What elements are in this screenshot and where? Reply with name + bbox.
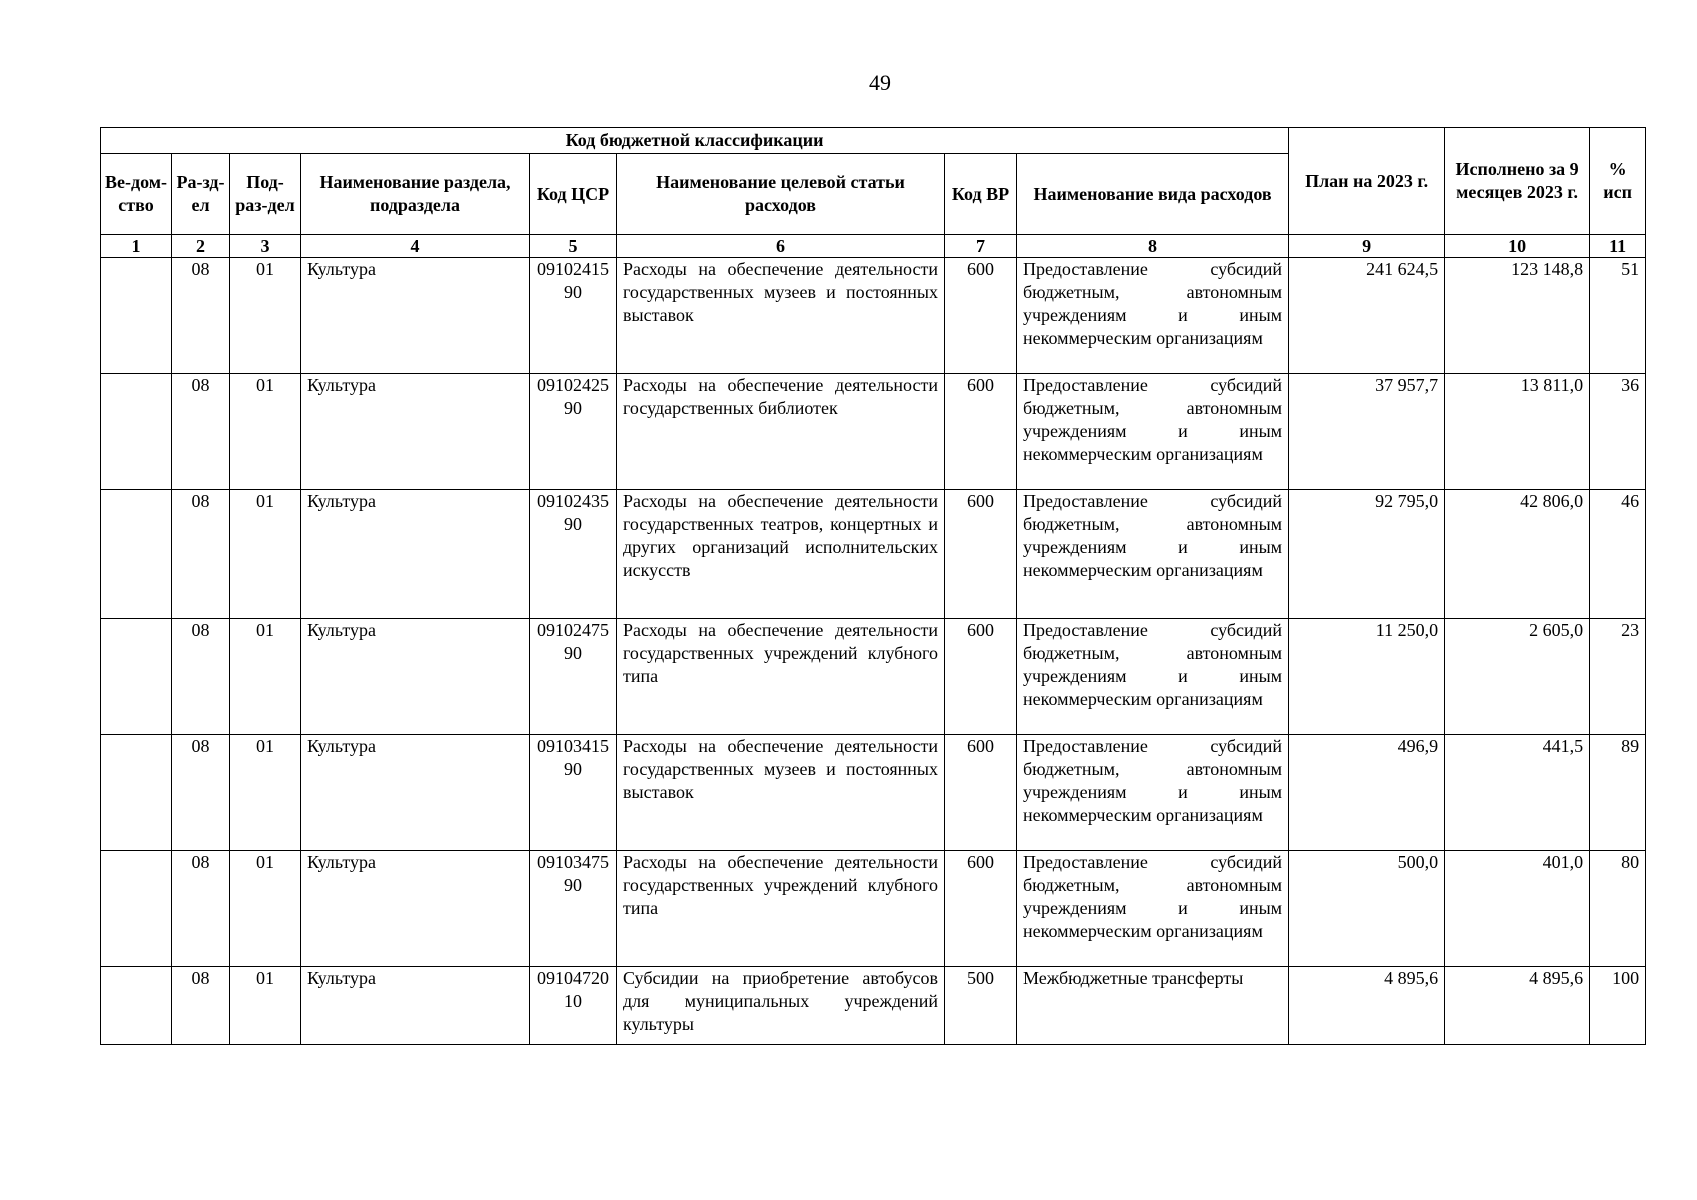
- cell-percent: 100: [1590, 967, 1646, 1045]
- cell-target-name: Расходы на обеспечение деятельности государственных музеев и постоянных выставок: [617, 258, 945, 374]
- cell-vr: 600: [945, 619, 1017, 735]
- header-budget-classification: Код бюджетной классификации: [101, 128, 1289, 154]
- header-vr: Код ВР: [945, 154, 1017, 235]
- cell-razdel: 08: [172, 374, 230, 490]
- table-row: [101, 374, 1646, 490]
- cell-vr-name: Предоставление субсидий бюджетным, автономным учреждениям и иным некоммерческим организациям: [1017, 374, 1289, 490]
- cell-target-name: Субсидии на приобретение автобусов для муниципальных учреждений культуры: [617, 967, 945, 1045]
- cell-vedomstvo: [101, 490, 172, 619]
- table-row: [101, 967, 1646, 1045]
- cell-razdel: 08: [172, 490, 230, 619]
- cell-percent: 46: [1590, 490, 1646, 619]
- cell-podrazdel: 01: [230, 967, 301, 1045]
- cell-razdel-name: Культура: [301, 851, 530, 967]
- cell-csr: 0910472010: [530, 967, 617, 1045]
- cell-razdel-name: Культура: [301, 619, 530, 735]
- header-razdel: Ра-зд-ел: [172, 154, 230, 235]
- cell-csr: 0910247590: [530, 619, 617, 735]
- cell-executed: 4 895,6: [1445, 967, 1590, 1045]
- cell-target-name: Расходы на обеспечение деятельности государственных учреждений клубного типа: [617, 851, 945, 967]
- header-row-group: [101, 128, 1646, 154]
- cell-percent: 89: [1590, 735, 1646, 851]
- cell-plan: 92 795,0: [1289, 490, 1445, 619]
- cell-target-name: Расходы на обеспечение деятельности государственных библиотек: [617, 374, 945, 490]
- cell-executed: 401,0: [1445, 851, 1590, 967]
- cell-razdel: 08: [172, 735, 230, 851]
- cell-csr: 0910241590: [530, 258, 617, 374]
- cell-razdel: 08: [172, 258, 230, 374]
- column-number: 10: [1445, 235, 1590, 258]
- header-target-name: Наименование целевой статьи расходов: [617, 154, 945, 235]
- cell-vedomstvo: [101, 258, 172, 374]
- cell-vedomstvo: [101, 851, 172, 967]
- column-number: 1: [101, 235, 172, 258]
- cell-vedomstvo: [101, 619, 172, 735]
- cell-razdel: 08: [172, 619, 230, 735]
- cell-executed: 42 806,0: [1445, 490, 1590, 619]
- cell-target-name: Расходы на обеспечение деятельности государственных музеев и постоянных выставок: [617, 735, 945, 851]
- column-number: 2: [172, 235, 230, 258]
- cell-csr: 0910341590: [530, 735, 617, 851]
- cell-percent: 51: [1590, 258, 1646, 374]
- header-csr: Код ЦСР: [530, 154, 617, 235]
- column-number: 7: [945, 235, 1017, 258]
- cell-razdel-name: Культура: [301, 374, 530, 490]
- cell-executed: 123 148,8: [1445, 258, 1590, 374]
- header-plan: План на 2023 г.: [1289, 128, 1445, 235]
- cell-plan: 496,9: [1289, 735, 1445, 851]
- cell-podrazdel: 01: [230, 735, 301, 851]
- cell-executed: 2 605,0: [1445, 619, 1590, 735]
- header-podrazdel: Под-раз-дел: [230, 154, 301, 235]
- cell-vr: 600: [945, 374, 1017, 490]
- table-row: [101, 258, 1646, 374]
- cell-razdel-name: Культура: [301, 490, 530, 619]
- cell-target-name: Расходы на обеспечение деятельности государственных учреждений клубного типа: [617, 619, 945, 735]
- header-razdel-name: Наименование раздела, подраздела: [301, 154, 530, 235]
- cell-vr-name: Предоставление субсидий бюджетным, автономным учреждениям и иным некоммерческим организациям: [1017, 490, 1289, 619]
- cell-vr: 600: [945, 851, 1017, 967]
- column-number-row: [101, 235, 1646, 258]
- cell-vedomstvo: [101, 967, 172, 1045]
- column-number: 8: [1017, 235, 1289, 258]
- column-number: 9: [1289, 235, 1445, 258]
- cell-razdel-name: Культура: [301, 735, 530, 851]
- cell-percent: 36: [1590, 374, 1646, 490]
- header-vr-name: Наименование вида расходов: [1017, 154, 1289, 235]
- column-number: 11: [1590, 235, 1646, 258]
- column-number: 4: [301, 235, 530, 258]
- table-row: [101, 735, 1646, 851]
- cell-vr-name: Предоставление субсидий бюджетным, автономным учреждениям и иным некоммерческим организациям: [1017, 735, 1289, 851]
- cell-vr-name: Предоставление субсидий бюджетным, автономным учреждениям и иным некоммерческим организациям: [1017, 619, 1289, 735]
- column-number: 6: [617, 235, 945, 258]
- cell-vr-name: Межбюджетные трансферты: [1017, 967, 1289, 1045]
- cell-vr: 600: [945, 490, 1017, 619]
- cell-csr: 0910243590: [530, 490, 617, 619]
- cell-razdel: 08: [172, 851, 230, 967]
- cell-podrazdel: 01: [230, 258, 301, 374]
- cell-razdel-name: Культура: [301, 967, 530, 1045]
- cell-plan: 500,0: [1289, 851, 1445, 967]
- cell-podrazdel: 01: [230, 851, 301, 967]
- cell-csr: 0910347590: [530, 851, 617, 967]
- cell-podrazdel: 01: [230, 374, 301, 490]
- cell-razdel: 08: [172, 967, 230, 1045]
- cell-vr-name: Предоставление субсидий бюджетным, автономным учреждениям и иным некоммерческим организациям: [1017, 258, 1289, 374]
- cell-plan: 4 895,6: [1289, 967, 1445, 1045]
- cell-podrazdel: 01: [230, 490, 301, 619]
- budget-table: [100, 127, 1646, 1045]
- cell-plan: 37 957,7: [1289, 374, 1445, 490]
- header-vedomstvo: Ве-дом-ство: [101, 154, 172, 235]
- cell-vr: 600: [945, 258, 1017, 374]
- cell-executed: 441,5: [1445, 735, 1590, 851]
- table-row: [101, 619, 1646, 735]
- cell-vr: 600: [945, 735, 1017, 851]
- page-number: 49: [869, 70, 891, 95]
- cell-razdel-name: Культура: [301, 258, 530, 374]
- cell-plan: 241 624,5: [1289, 258, 1445, 374]
- table-row: [101, 490, 1646, 619]
- cell-csr: 0910242590: [530, 374, 617, 490]
- header-percent: % исп: [1590, 128, 1646, 235]
- column-number: 3: [230, 235, 301, 258]
- table-row: [101, 851, 1646, 967]
- cell-percent: 23: [1590, 619, 1646, 735]
- cell-executed: 13 811,0: [1445, 374, 1590, 490]
- cell-target-name: Расходы на обеспечение деятельности государственных театров, концертных и других организаций исполнительских искусств: [617, 490, 945, 619]
- cell-vedomstvo: [101, 735, 172, 851]
- header-executed: Исполнено за 9 месяцев 2023 г.: [1445, 128, 1590, 235]
- cell-vedomstvo: [101, 374, 172, 490]
- cell-plan: 11 250,0: [1289, 619, 1445, 735]
- cell-podrazdel: 01: [230, 619, 301, 735]
- cell-vr: 500: [945, 967, 1017, 1045]
- cell-vr-name: Предоставление субсидий бюджетным, автономным учреждениям и иным некоммерческим организациям: [1017, 851, 1289, 967]
- cell-percent: 80: [1590, 851, 1646, 967]
- column-number: 5: [530, 235, 617, 258]
